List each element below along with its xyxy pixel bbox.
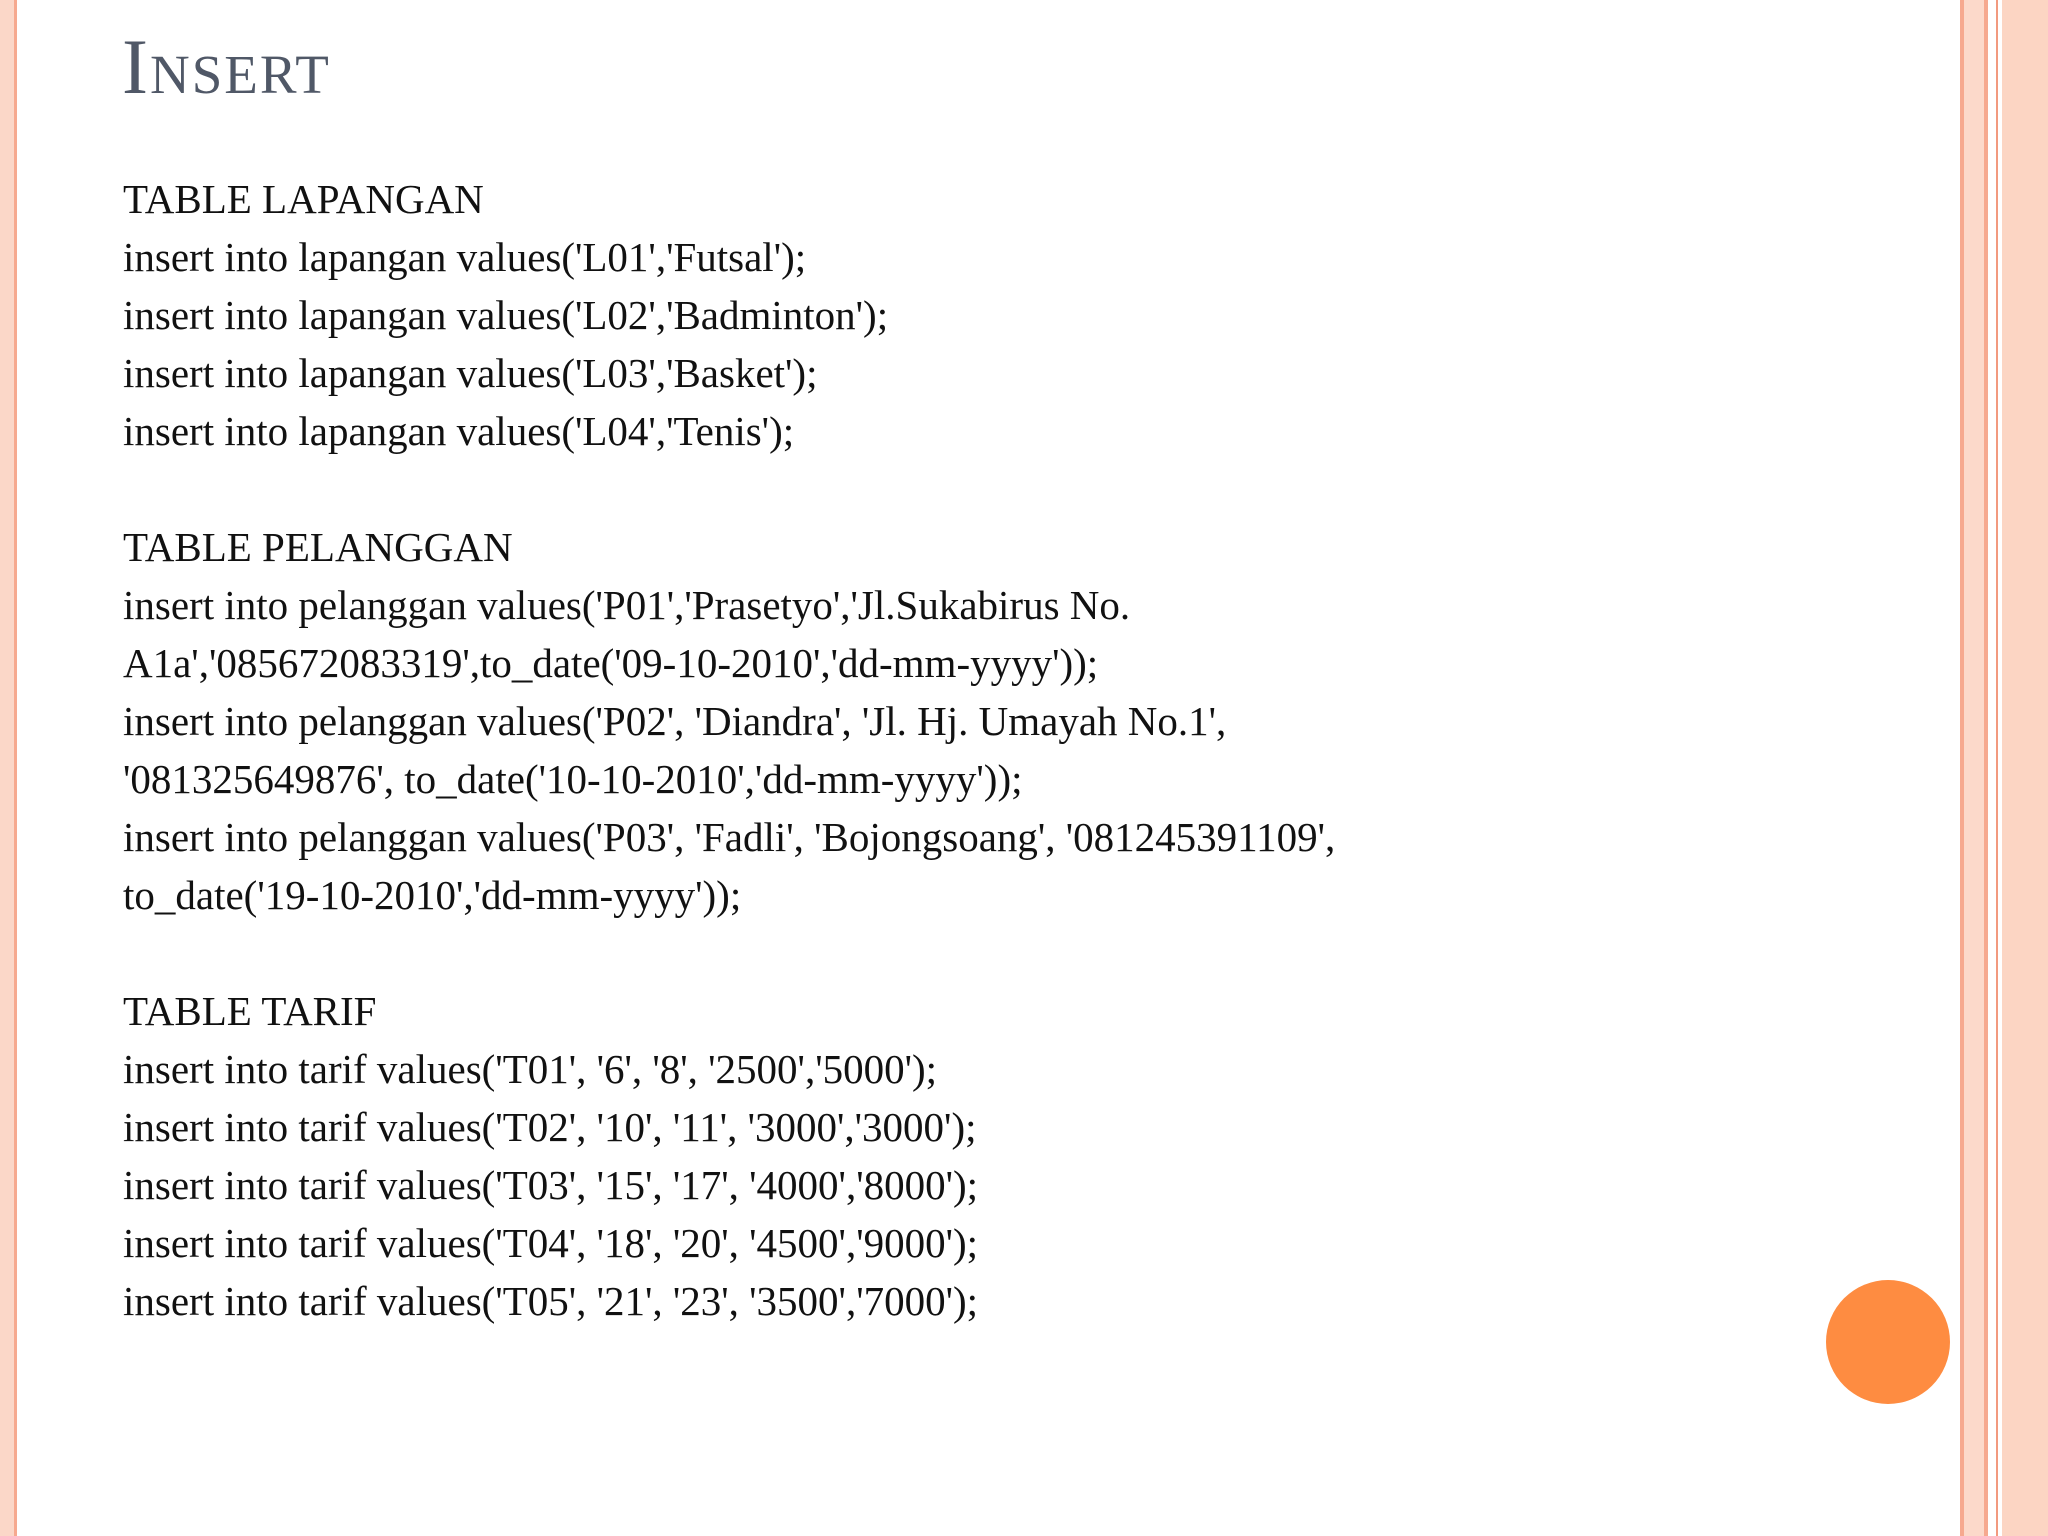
sql-line: insert into pelanggan values('P01','Prasetyo','Jl.Sukabirus No. xyxy=(123,582,1131,628)
slide-title: Insert xyxy=(122,23,331,110)
slide-content xyxy=(123,170,1643,1388)
sql-line: insert into pelanggan values('P02', 'Diandra', 'Jl. Hj. Umayah No.1', xyxy=(123,698,1227,744)
sql-line: insert into tarif values('T03', '15', '17', '4000','8000'); xyxy=(123,1162,979,1208)
sql-line: insert into tarif values('T05', '21', '23', '3500','7000'); xyxy=(123,1278,979,1324)
sql-line: to_date('19-10-2010','dd-mm-yyyy')); xyxy=(123,872,742,918)
section-heading: TABLE PELANGGAN xyxy=(123,524,513,570)
sql-line: insert into lapangan values('L01','Futsal'); xyxy=(123,234,807,280)
left-border-line xyxy=(14,0,17,1536)
sql-line: A1a','085672083319',to_date('09-10-2010','dd-mm-yyyy')); xyxy=(123,640,1099,686)
orange-circle-decoration xyxy=(1826,1280,1950,1404)
right-border-band xyxy=(1964,0,1984,1536)
section-lapangan xyxy=(123,170,1643,460)
sql-line: insert into tarif values('T01', '6', '8', '2500','5000'); xyxy=(123,1046,938,1092)
sql-line: insert into tarif values('T02', '10', '11', '3000','3000'); xyxy=(123,1104,977,1150)
right-border-line-thin xyxy=(1996,0,1998,1536)
section-heading: TABLE LAPANGAN xyxy=(123,176,484,222)
sql-line: insert into pelanggan values('P03', 'Fadli', 'Bojongsoang', '081245391109', xyxy=(123,814,1336,860)
left-border-band xyxy=(0,0,14,1536)
section-tarif xyxy=(123,982,1643,1330)
sql-line: '081325649876', to_date('10-10-2010','dd-mm-yyyy')); xyxy=(123,756,1023,802)
right-border-line-middle xyxy=(1984,0,1988,1536)
section-heading: TABLE TARIF xyxy=(123,988,377,1034)
section-pelanggan xyxy=(123,518,1643,924)
right-border-outer-band xyxy=(2002,0,2048,1536)
sql-line: insert into tarif values('T04', '18', '20', '4500','9000'); xyxy=(123,1220,979,1266)
sql-line: insert into lapangan values('L02','Badminton'); xyxy=(123,292,889,338)
sql-line: insert into lapangan values('L04','Tenis'); xyxy=(123,408,795,454)
sql-line: insert into lapangan values('L03','Basket'); xyxy=(123,350,818,396)
